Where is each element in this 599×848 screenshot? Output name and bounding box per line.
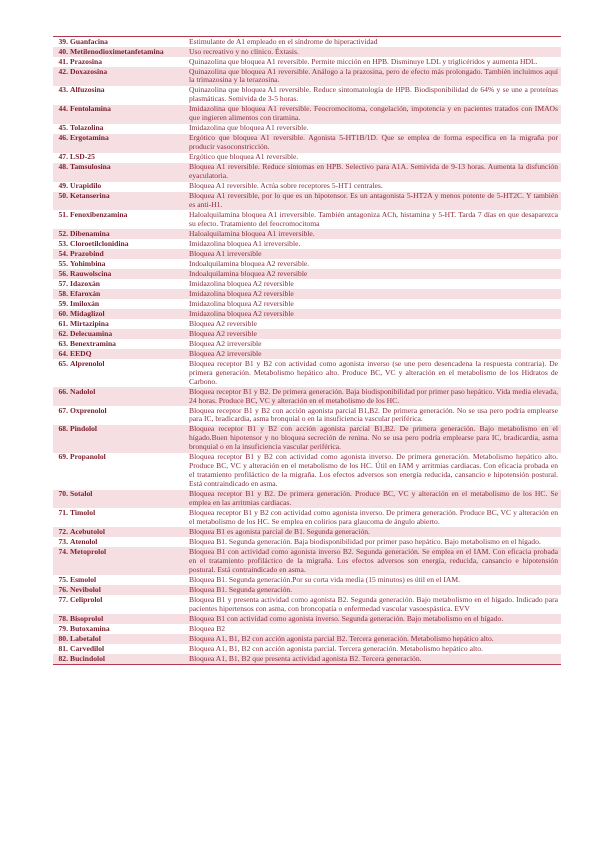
drug-name: Esmolol [69,575,186,585]
table-row [53,614,561,624]
drug-description: Bloquea B1 y presenta actividad como agonista B2. Segunda generación. Bajo metabolismo en el hígado. Indicado para pacientes hipertensos con asma, con broncopatía o enfermedad vascular vasoespástica. EVV [186,595,561,614]
drug-description: Ergótico que bloquea A1 reversible. [186,153,561,163]
drug-description: Bloquea B1. Segunda generación.Por su corta vida media (15 minutos) es útil en el IAM. [186,575,561,585]
table-row [53,359,561,387]
row-number: 51. [53,210,69,229]
table-row [53,124,561,134]
row-number: 58. [53,289,69,299]
drug-name: Tolazolina [69,124,186,134]
drug-description: Bloquea A1, B1, B2 con acción agonista parcial B2. Tercera generación. Metabolismo hepático alto. [186,634,561,644]
drug-description: Bloquea A2 irreversible [186,349,561,359]
drug-description: Haloalquilamina bloquea A1 irreversible. [186,229,561,239]
drug-name: Pindolol [69,425,186,453]
row-number: 60. [53,309,69,319]
drug-description: Indoalquilamina bloquea A2 reversible. [186,259,561,269]
drug-description: Imidazolina que bloquea A1 reversible. [186,124,561,134]
table-row [53,425,561,453]
table-row [53,644,561,654]
drug-table-body [53,37,561,665]
row-number: 53. [53,239,69,249]
drug-description: Bloquea A2 reversible [186,319,561,329]
drug-name: LSD-25 [69,153,186,163]
drug-name: Delecuamina [69,329,186,339]
drug-description: Quinazolina que bloquea A1 reversible. Permite micción en HPB. Disminuye LDL y triglicéridos y aumenta HDL. [186,57,561,67]
table-row [53,624,561,634]
row-number: 77. [53,595,69,614]
drug-name: Fenoxibenzamina [69,210,186,229]
drug-name: Metoprolol [69,547,186,575]
row-number: 59. [53,299,69,309]
table-row [53,537,561,547]
drug-description: Bloquea receptor B1 y B2. De primera generación. Baja biodisponibilidad por primer paso hepático. Vida media elevada, 24 horas. Produce BC, VC y alteración en el metabolismo de los HC. [186,387,561,406]
row-number: 70. [53,490,69,509]
table-row [53,105,561,124]
drug-description: Imidazolina bloquea A2 reversible [186,279,561,289]
table-row [53,86,561,105]
table-row [53,453,561,490]
drug-name: Propanolol [69,453,186,490]
row-number: 39. [53,37,69,47]
row-number: 75. [53,575,69,585]
row-number: 50. [53,192,69,211]
drug-description: Bloquea B2 [186,624,561,634]
table-row [53,406,561,425]
table-row [53,319,561,329]
table-row [53,547,561,575]
drug-name: Yohimbina [69,259,186,269]
table-row [53,229,561,239]
drug-name: Ergotamina [69,134,186,153]
table-row [53,47,561,57]
row-number: 54. [53,249,69,259]
drug-name: Guanfacina [69,37,186,47]
row-number: 67. [53,406,69,425]
table-row [53,309,561,319]
drug-description: Bloquea B1 con actividad como agonista inverso B2. Segunda generación. Se emplea en el IAM. Con eficacia probada en el tratamiento profiláctico de la migraña. Los efectos adversos son energía, reducida, cansancio e hipotensión postural. Está contraindicado en asma. [186,547,561,575]
drug-description: Uso recreativo y no clínico. Éxtasis. [186,47,561,57]
drug-name: Midaglizol [69,309,186,319]
drug-description: Haloalquilamina bloquea A1 irreversible. También antagoniza ACh, histamina y 5-HT. Tarda 7 días en que desaparezca su efecto. Tratamiento del feocromocitoma [186,210,561,229]
drug-name: Atenolol [69,537,186,547]
drug-name: Cloroetilclonidina [69,239,186,249]
row-number: 72. [53,527,69,537]
table-row [53,527,561,537]
drug-name: Dibenamina [69,229,186,239]
drug-name: Sotalol [69,490,186,509]
row-number: 69. [53,453,69,490]
drug-name: Celiprolol [69,595,186,614]
row-number: 57. [53,279,69,289]
drug-name: Prazobind [69,249,186,259]
row-number: 45. [53,124,69,134]
table-row [53,654,561,665]
drug-description: Quinazolina que bloquea A1 reversible. Análogo a la prazosina, pero de efecto más prolongado. También incluimos aquí la trimazosina y la terazosina. [186,67,561,86]
table-row [53,57,561,67]
drug-description: Bloquea A1 reversible. Actúa sobre receptores 5-HT1 centrales. [186,182,561,192]
table-row [53,289,561,299]
table-row [53,339,561,349]
row-number: 41. [53,57,69,67]
drug-name: Urapidilo [69,182,186,192]
table-row [53,508,561,527]
drug-description: Estimulante de A1 empleado en el síndrome de hiperactividad [186,37,561,47]
row-number: 79. [53,624,69,634]
row-number: 71. [53,508,69,527]
drug-name: EEDQ [69,349,186,359]
drug-description: Bloquea A2 reversible [186,329,561,339]
row-number: 63. [53,339,69,349]
table-row [53,387,561,406]
drug-name: Fentolamina [69,105,186,124]
row-number: 56. [53,269,69,279]
table-row [53,279,561,289]
drug-description: Bloquea A2 irreversible [186,339,561,349]
row-number: 52. [53,229,69,239]
drug-description: Bloquea A1, B1, B2 con acción agonista parcial. Tercera generación. Metabolismo hepático alto. [186,644,561,654]
drug-description: Bloquea A1 reversible. Reduce síntomas en HPB. Selectivo para A1A. Semivida de 9-13 horas. Aumenta la disfunción eyaculatoria. [186,163,561,182]
drug-description: Bloquea receptor B1 y B2 con acción agonista parcial B1,B2. De primera generación. Bajo metabolismo en el hígado.Buen hipotensor y no bloquea secreción de renina. No se usa pero podría emplearse para IC, bradicardia, asma bronquial o en la insuficiencia vascular periférica. [186,425,561,453]
table-row [53,239,561,249]
drug-name: Bisoprolol [69,614,186,624]
table-row [53,259,561,269]
row-number: 61. [53,319,69,329]
drug-description: Bloquea receptor B1 y B2 con actividad como agonista inverso (se une pero desencadena la respuesta contraria). De primera generación. Metabolismo hepático alto. Produce BC, VC y alteración en el metabolismo de los Hidratos de Carbono. [186,359,561,387]
drug-description: Imidazolina bloquea A2 reversible [186,299,561,309]
drug-name: Rauwolscina [69,269,186,279]
table-row [53,634,561,644]
row-number: 44. [53,105,69,124]
drug-description: Ergótico que bloquea A1 reversible. Agonista 5-HT1B/1D. Que se emplea de forma específica en la migraña por producir vasoconstricción. [186,134,561,153]
drug-description: Imidazolina bloquea A2 reversible [186,289,561,299]
row-number: 80. [53,634,69,644]
drug-description: Bloquea B1 es agonista parcial de B1. Segunda generación. [186,527,561,537]
row-number: 65. [53,359,69,387]
drug-name: Prazosina [69,57,186,67]
table-row [53,210,561,229]
drug-name: Imiloxán [69,299,186,309]
table-row [53,575,561,585]
drug-name: Metilenodioximetanfetamina [69,47,186,57]
drug-name: Tamsulosina [69,163,186,182]
table-row [53,329,561,339]
table-row [53,67,561,86]
table-row [53,349,561,359]
table-row [53,585,561,595]
row-number: 82. [53,654,69,665]
row-number: 42. [53,67,69,86]
drug-description: Bloquea receptor B1 y B2. De primera generación. Produce BC, VC y alteración en el metabolismo de los HC. Se emplea en las arritmias cardiacas. [186,490,561,509]
row-number: 76. [53,585,69,595]
drug-name: Alfuzosina [69,86,186,105]
drug-name: Timolol [69,508,186,527]
row-number: 43. [53,86,69,105]
drug-name: Labetalol [69,634,186,644]
drug-description: Bloquea receptor B1 y B2 con actividad como agonista inverso. De primera generación. Metabolismo hepático alto. Produce BC, VC y alteración en el metabolismo de los HC. Útil en IAM y arritmias cardiacas. Con eficacia probada en el tratamiento profiláctico de la migraña. Los efectos adversos son energía reducida, cansancio e hipotensión postural. Está contraindicado en asma. [186,453,561,490]
table-row [53,269,561,279]
row-number: 81. [53,644,69,654]
drug-description: Indoalquilamina bloquea A2 reversible [186,269,561,279]
row-number: 66. [53,387,69,406]
drug-name: Doxazosina [69,67,186,86]
drug-description: Bloquea B1. Segunda generación. [186,585,561,595]
table-row [53,163,561,182]
drug-name: Acebutolol [69,527,186,537]
table-row [53,192,561,211]
drug-description: Bloquea receptor B1 y B2 con acción agonista parcial B1,B2. De primera generación. No se usa pero podría emplearse para IC, bradicardia, asma bronquial o en la insuficiencia vascular periférica. [186,406,561,425]
table-row [53,299,561,309]
table-row [53,37,561,47]
drug-table [53,37,561,665]
row-number: 64. [53,349,69,359]
table-row [53,490,561,509]
row-number: 40. [53,47,69,57]
row-number: 73. [53,537,69,547]
drug-name: Ketanserina [69,192,186,211]
drug-name: Nevibolol [69,585,186,595]
row-number: 78. [53,614,69,624]
row-number: 46. [53,134,69,153]
drug-name: Nadolol [69,387,186,406]
row-number: 55. [53,259,69,269]
drug-description: Bloquea receptor B1 y B2 con actividad como agonista inverso. De primera generación. Produce BC, VC y alteración en el metabolismo de los HC. Se emplea en colirios para glaucoma de ángulo abierto. [186,508,561,527]
row-number: 62. [53,329,69,339]
drug-description: Bloquea A1, B1, B2 que presenta actividad agonista B2. Tercera generación. [186,654,561,665]
drug-name: Carvedilol [69,644,186,654]
row-number: 74. [53,547,69,575]
drug-name: Oxprenolol [69,406,186,425]
drug-description: Imidazolina que bloquea A1 reversible. Feocromocitoma, congelación, impotencia y en pacientes tratados con IMAOs que ingieren alimentos con tiramina. [186,105,561,124]
drug-description: Bloquea A1 reversible, por lo que es un hipotensor. Es un antagonista 5-HT2A y menos potente de 5-HT2C. Y también es anti-H1. [186,192,561,211]
row-number: 47. [53,153,69,163]
drug-description: Imidazolina bloquea A2 reversible [186,309,561,319]
row-number: 49. [53,182,69,192]
drug-name: Butoxamina [69,624,186,634]
drug-name: Alprenolol [69,359,186,387]
table-row [53,249,561,259]
drug-name: Efaroxán [69,289,186,299]
drug-name: Mirtazipina [69,319,186,329]
drug-name: Idazoxán [69,279,186,289]
table-row [53,134,561,153]
drug-description: Bloquea B1. Segunda generación. Baja biodisponibilidad por primer paso hepático. Bajo metabolismo en el hígado. [186,537,561,547]
table-row [53,595,561,614]
table-row [53,153,561,163]
drug-name: Benextramina [69,339,186,349]
drug-description: Bloquea A1 irreversible [186,249,561,259]
drug-description: Bloquea B1 con actividad como agonista inverso. Segunda generación. Bajo metabolismo en el hígado. [186,614,561,624]
row-number: 48. [53,163,69,182]
row-number: 68. [53,425,69,453]
drug-description: Imidazolina bloquea A1 irreversible. [186,239,561,249]
table-row [53,182,561,192]
drug-description: Quinazolina que bloquea A1 reversible. Reduce sintomatología de HPB. Biodisponibilidad de 64% y se une a proteínas plasmáticas. Semivida de 3-5 horas. [186,86,561,105]
drug-name: Bucindolol [69,654,186,665]
